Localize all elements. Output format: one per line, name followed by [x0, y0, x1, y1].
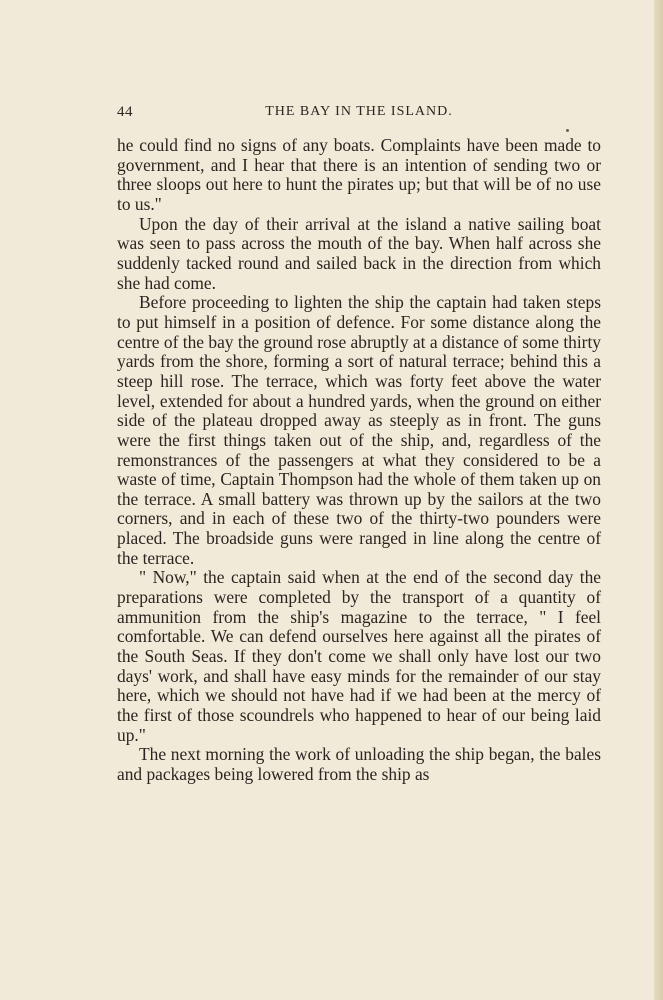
- page-edge: [654, 0, 663, 1000]
- page-header: [117, 104, 601, 124]
- body-text: [117, 136, 601, 785]
- paragraph-2: Upon the day of their arrival at the island a native sailing boat was seen to pass across the mouth of the bay. When half across she suddenly tacked round and sailed back in the direction from which she had come.: [117, 213, 601, 293]
- paragraph-1: he could find no signs of any boats. Complaints have been made to government, and I hear that there is an intention of sending two or three sloops out here to hunt the pirates up; but that will be of no use to us.": [117, 135, 601, 214]
- paragraph-3: Before proceeding to lighten the ship the captain had taken steps to put himself in a position of defence. For some distance along the centre of the bay the ground rose abruptly at a distance of some thirty yards from the shore, forming a sort of natural terrace; behind this a steep hill rose. The terrace, which was forty feet above the water level, extended for about a hundred yards, when the ground on either side of the plateau dropped away as steeply as in front. The guns were the first things taken out of the ship, and, regardless of the remonstrances of the passengers at what they considered to be a waste of time, Captain Thompson had the whole of them taken up on the terrace. A small battery was thrown up by the sailors at the two corners, and in each of these two of the thirty-two pounders were placed. The broadside guns were ranged in line along the centre of the terrace.: [117, 292, 601, 568]
- running-title: THE BAY IN THE ISLAND.: [265, 104, 453, 119]
- paragraph-5: The next morning the work of unloading the ship began, the bales and packages being lowered from the ship as: [117, 744, 601, 784]
- page-number: 44: [117, 104, 133, 120]
- ink-speck: [566, 129, 569, 132]
- paragraph-4: " Now," the captain said when at the end of the second day the preparations were completed by the transport of a quantity of ammunition from the ship's magazine to the terrace, " I feel comfortable. We can defend ourselves here against all the pirates of the South Seas. If they don't come we shall only have lost our two days' work, and shall have easy minds for the remainder of our stay here, which we should not have had if we had been at the mercy of the first of those scoundrels who happened to hear of our being laid up.": [117, 567, 601, 745]
